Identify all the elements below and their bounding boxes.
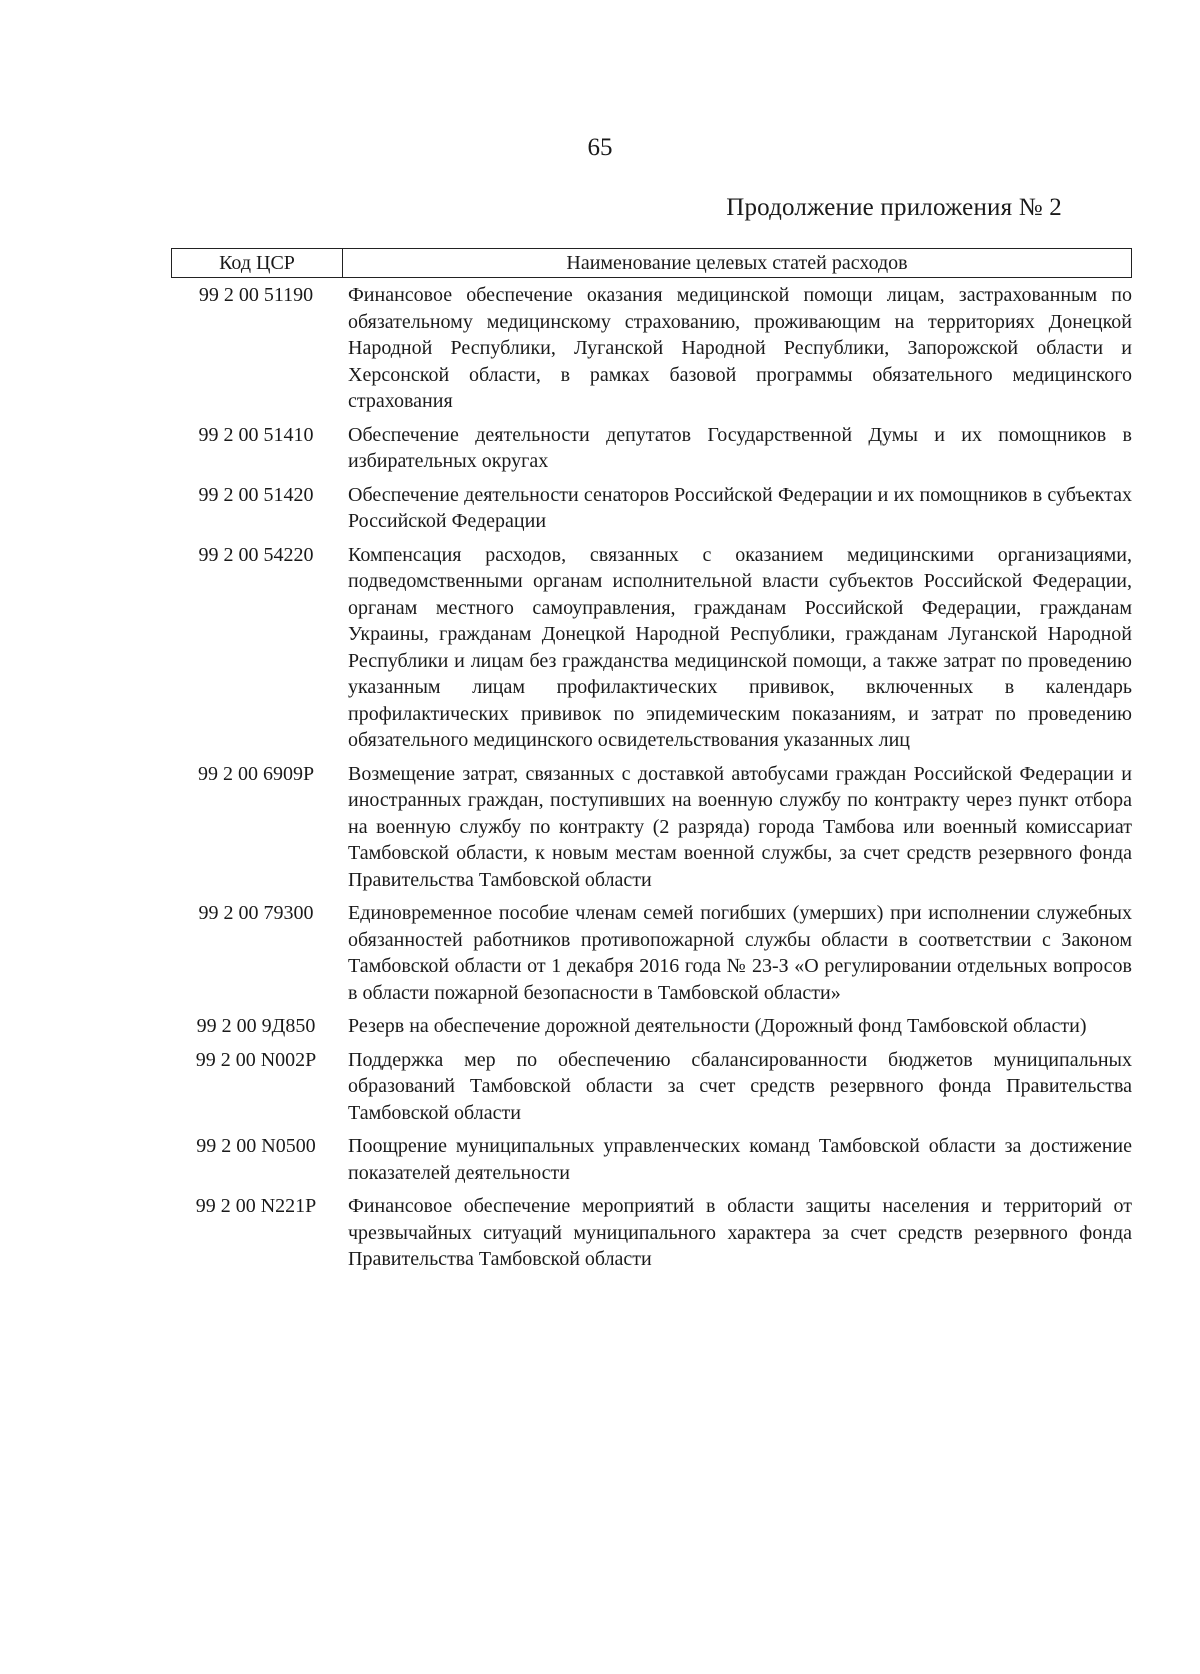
header-code-column: Код ЦСР xyxy=(172,249,343,277)
row-code: 99 2 00 51410 xyxy=(198,423,314,446)
row-description: Обеспечение деятельности сенаторов Российской Федерации и их помощников в субъектах Российской Федерации xyxy=(348,483,1132,532)
row-code: 99 2 00 N002P xyxy=(195,1048,317,1071)
page-number: 65 xyxy=(587,134,613,161)
row-description: Поддержка мер по обеспечению сбалансированности бюджетов муниципальных образований Тамбовской области за счет средств резервного фонда Правительства Тамбовской области xyxy=(348,1048,1132,1124)
table-row xyxy=(171,1047,1132,1127)
row-description: Финансовое обеспечение мероприятий в области защиты населения и территорий от чрезвычайных ситуаций муниципального характера за счет средств резервного фонда Правительства Тамбовской области xyxy=(348,1195,1132,1270)
table-row xyxy=(171,761,1132,894)
row-code: 99 2 00 N221P xyxy=(195,1195,317,1217)
table-row xyxy=(171,282,1132,415)
row-description: Финансовое обеспечение оказания медицинской помощи лицам, застрахованным по обязательному медицинскому страхованию, проживающим на территориях Донецкой Народной Республики, Луганской Народной Республики, Запорожской области и Херсонской области, в рамках базовой программы обязательного медицинского страхования xyxy=(348,284,1132,412)
table-row xyxy=(171,542,1132,754)
table-row xyxy=(171,1133,1132,1186)
row-code: 99 2 00 9Д850 xyxy=(196,1015,316,1037)
table-row xyxy=(171,422,1132,475)
row-description: Резерв на обеспечение дорожной деятельности (Дорожный фонд Тамбовской области) xyxy=(348,1015,1087,1037)
row-description: Компенсация расходов, связанных с оказанием медицинскими организациями, подведомственными органам исполнительной власти субъектов Российской Федерации, органам местного самоуправления, гражданам Российской Федерации, гражданам Украины, гражданам Донецкой Народной Республики, гражданам Луганской Народной Республики и лицам без гражданства медицинской помощи, а также затрат по проведению указанным лицам профилактических прививок, включенных в календарь профилактических прививок по эпидемическим показаниям, и затрат по проведению обязательного медицинского освидетельствования указанных лиц xyxy=(348,543,1132,751)
table-row xyxy=(171,900,1132,1006)
table-row xyxy=(171,1013,1132,1040)
row-description: Единовременное пособие членам семей погибших (умерших) при исполнении служебных обязанностей работников противопожарной службы области в соответствии с Законом Тамбовской области от 1 декабря 2016 года № 23-З «О регулировании отдельных вопросов в области пожарной безопасности в Тамбовской области» xyxy=(348,902,1132,1004)
row-code: 99 2 00 51420 xyxy=(198,483,314,506)
row-code: 99 2 00 6909Р xyxy=(197,762,315,785)
row-description: Обеспечение деятельности депутатов Государственной Думы и их помощников в избирательных округах xyxy=(348,423,1132,472)
row-description: Возмещение затрат, связанных с доставкой автобусами граждан Российской Федерации и иностранных граждан, поступивших на военную службу по контракту через пункт отбора на военную службу по контракту (2 разряда) города Тамбова или военный комиссариат Тамбовской области, к новым местам военной службы, за счет средств резервного фонда Правительства Тамбовской области xyxy=(348,762,1132,891)
table-body xyxy=(171,282,1132,1273)
row-code: 99 2 00 79300 xyxy=(198,902,314,924)
table-row xyxy=(171,482,1132,535)
row-description: Поощрение муниципальных управленческих команд Тамбовской области за достижение показателей деятельности xyxy=(348,1135,1132,1184)
header-name-column: Наименование целевых статей расходов xyxy=(566,252,908,274)
table-row xyxy=(171,1193,1132,1273)
budget-codes-table xyxy=(171,248,1132,1280)
row-code: 99 2 00 51190 xyxy=(198,284,314,306)
table-header xyxy=(171,248,1132,278)
appendix-title: Продолжение приложения № 2 xyxy=(726,194,1062,221)
row-code: 99 2 00 N0500 xyxy=(196,1135,316,1157)
row-code: 99 2 00 54220 xyxy=(198,543,314,566)
